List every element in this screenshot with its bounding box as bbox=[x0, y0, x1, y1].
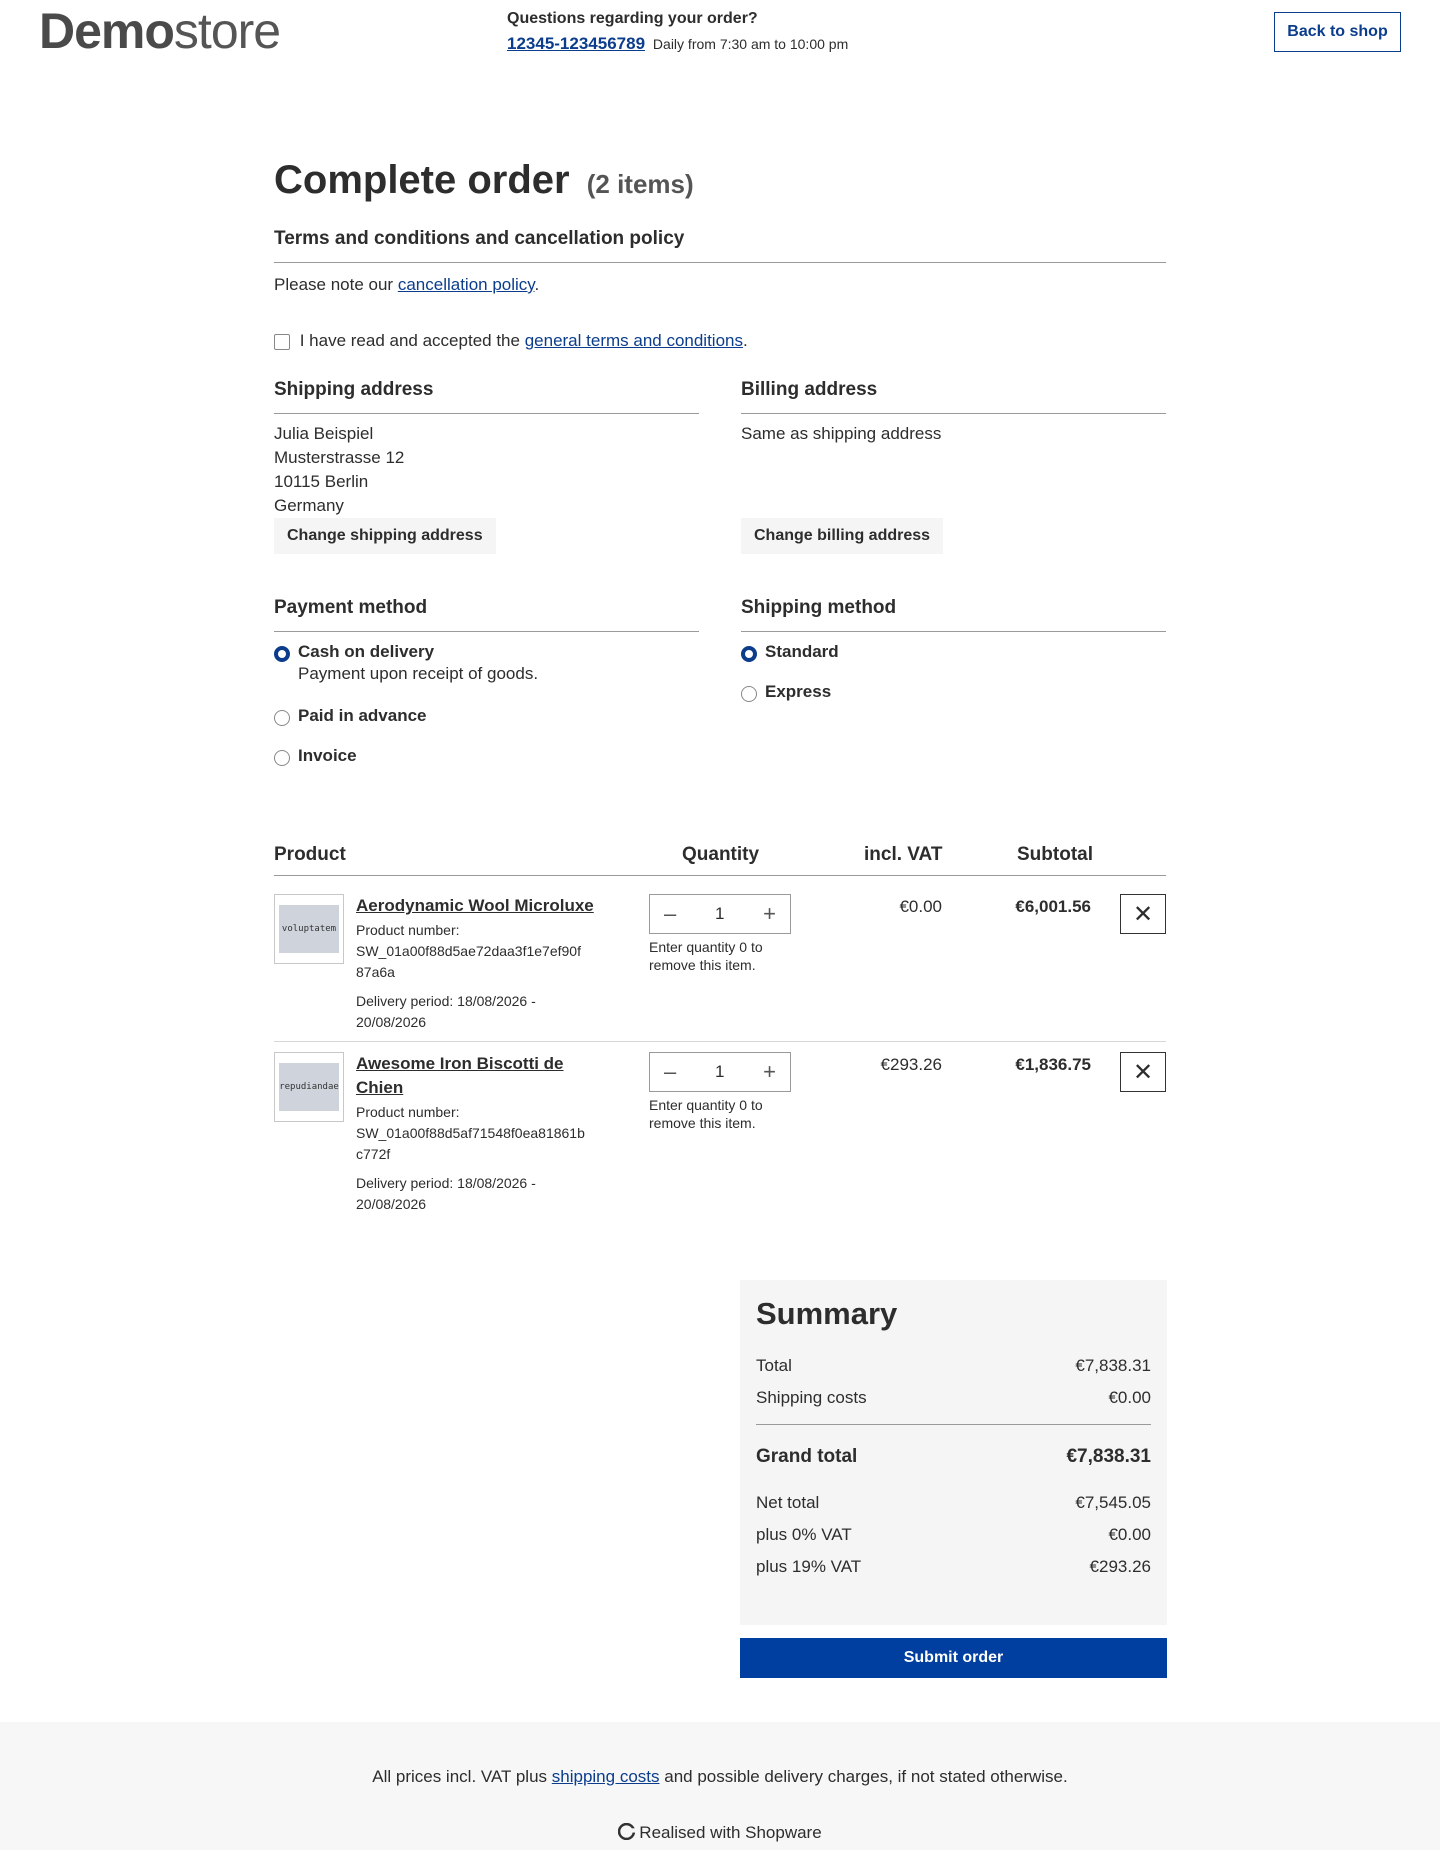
payment-radio-cash[interactable] bbox=[274, 646, 290, 662]
product-thumbnail[interactable]: repudiandae bbox=[274, 1052, 344, 1122]
remove-item-button[interactable] bbox=[1120, 1052, 1166, 1092]
payment-radio-invoice[interactable] bbox=[274, 750, 290, 766]
col-product: Product bbox=[274, 844, 346, 865]
item-subtotal: €1,836.75 bbox=[1015, 1055, 1091, 1074]
billing-address-text: Same as shipping address bbox=[741, 424, 942, 443]
quantity-stepper[interactable] bbox=[649, 1052, 791, 1092]
col-vat: incl. VAT bbox=[864, 844, 943, 865]
change-shipping-address-button[interactable]: Change shipping address bbox=[274, 518, 496, 554]
close-icon: ✕ bbox=[1132, 1058, 1154, 1086]
payment-method-heading: Payment method bbox=[274, 597, 699, 632]
page-title: Complete order (2 items) bbox=[274, 158, 694, 202]
footer-vat-note: All prices incl. VAT plus shipping costs and possible delivery charges, if not stated otherwise. bbox=[372, 1767, 1068, 1786]
footer-made-with[interactable]: Realised with Shopware bbox=[0, 1823, 1440, 1845]
shipping-address-heading: Shipping address bbox=[274, 379, 699, 414]
summary-divider bbox=[756, 1424, 1151, 1425]
service-hours: Daily from 7:30 am to 10:00 pm bbox=[652, 36, 849, 52]
item-vat: €293.26 bbox=[880, 1055, 942, 1074]
row-divider bbox=[274, 1041, 1166, 1042]
tos-checkbox[interactable] bbox=[274, 334, 290, 350]
item-count: (2 items) bbox=[586, 169, 694, 199]
service-phone-link[interactable]: 12345-123456789 bbox=[507, 34, 646, 53]
summary-vat0-row: plus 0% VAT €0.00 bbox=[756, 1525, 1151, 1544]
summary-heading: Summary bbox=[756, 1296, 898, 1331]
service-hotline bbox=[507, 10, 848, 54]
payment-option-cash[interactable]: Cash on delivery Payment upon receipt of goods. bbox=[274, 642, 699, 686]
shipping-option-express[interactable]: Express bbox=[741, 682, 1166, 702]
product-thumbnail[interactable]: voluptatem bbox=[274, 894, 344, 964]
order-summary bbox=[740, 1280, 1167, 1625]
col-subtotal: Subtotal bbox=[1017, 844, 1093, 865]
shipping-costs-link[interactable]: shipping costs bbox=[551, 1767, 660, 1786]
terms-heading: Terms and conditions and cancellation policy bbox=[274, 228, 1166, 263]
payment-option-advance[interactable]: Paid in advance bbox=[274, 706, 699, 726]
summary-vat19-row: plus 19% VAT €293.26 bbox=[756, 1557, 1151, 1576]
summary-net-row: Net total €7,545.05 bbox=[756, 1493, 1151, 1512]
quantity-hint: Enter quantity 0 to remove this item. bbox=[649, 939, 763, 973]
minus-icon[interactable]: – bbox=[664, 1059, 677, 1084]
shipping-address-card bbox=[274, 379, 699, 554]
product-name-link[interactable]: Aerodynamic Wool Microluxe bbox=[356, 896, 594, 915]
tos-checkbox-row: I have read and accepted the general terms and conditions. bbox=[274, 329, 1166, 353]
store-logo[interactable]: Demostore bbox=[39, 3, 281, 59]
minus-icon[interactable]: – bbox=[664, 901, 677, 926]
summary-shipping-row: Shipping costs €0.00 bbox=[756, 1388, 1151, 1407]
payment-option-invoice[interactable]: Invoice bbox=[274, 746, 699, 766]
item-vat: €0.00 bbox=[899, 897, 942, 916]
quantity-value[interactable]: 1 bbox=[714, 904, 725, 923]
shipping-option-standard[interactable]: Standard bbox=[741, 642, 1166, 662]
plus-icon[interactable]: + bbox=[763, 1059, 776, 1084]
shipping-address-lines: Julia Beispiel Musterstrasse 12 10115 Berlin Germany bbox=[274, 424, 405, 515]
billing-address-heading: Billing address bbox=[741, 379, 1166, 414]
summary-grand-total-row: Grand total €7,838.31 bbox=[756, 1446, 1151, 1467]
cancellation-policy-link[interactable]: cancellation policy bbox=[397, 275, 535, 294]
remove-item-button[interactable] bbox=[1120, 894, 1166, 934]
terms-section bbox=[274, 228, 1166, 353]
close-icon: ✕ bbox=[1132, 900, 1154, 928]
shipping-radio-standard[interactable] bbox=[741, 646, 757, 662]
payment-radio-advance[interactable] bbox=[274, 710, 290, 726]
col-quantity: Quantity bbox=[682, 844, 760, 865]
general-terms-link[interactable]: general terms and conditions bbox=[524, 331, 743, 350]
payment-method-section bbox=[274, 597, 699, 766]
product-name-link[interactable]: Awesome Iron Biscotti de Chien bbox=[356, 1054, 564, 1097]
cancellation-note: Please note our cancellation policy. bbox=[274, 275, 540, 294]
item-subtotal: €6,001.56 bbox=[1015, 897, 1091, 916]
shipping-radio-express[interactable] bbox=[741, 686, 757, 702]
submit-order-button[interactable]: Submit order bbox=[740, 1638, 1167, 1678]
summary-total-row: Total €7,838.31 bbox=[756, 1356, 1151, 1375]
back-to-shop-button[interactable]: Back to shop bbox=[1274, 12, 1401, 52]
plus-icon[interactable]: + bbox=[763, 901, 776, 926]
footer bbox=[0, 1722, 1440, 1850]
quantity-hint: Enter quantity 0 to remove this item. bbox=[649, 1097, 763, 1131]
table-header-divider bbox=[274, 875, 1166, 876]
quantity-value[interactable]: 1 bbox=[714, 1062, 725, 1081]
shipping-method-section bbox=[741, 597, 1166, 702]
change-billing-address-button[interactable]: Change billing address bbox=[741, 518, 943, 554]
quantity-stepper[interactable] bbox=[649, 894, 791, 934]
service-question: Questions regarding your order? bbox=[507, 10, 758, 27]
billing-address-card bbox=[741, 379, 1166, 554]
shopware-logo-icon bbox=[618, 1823, 635, 1845]
shipping-method-heading: Shipping method bbox=[741, 597, 1166, 632]
